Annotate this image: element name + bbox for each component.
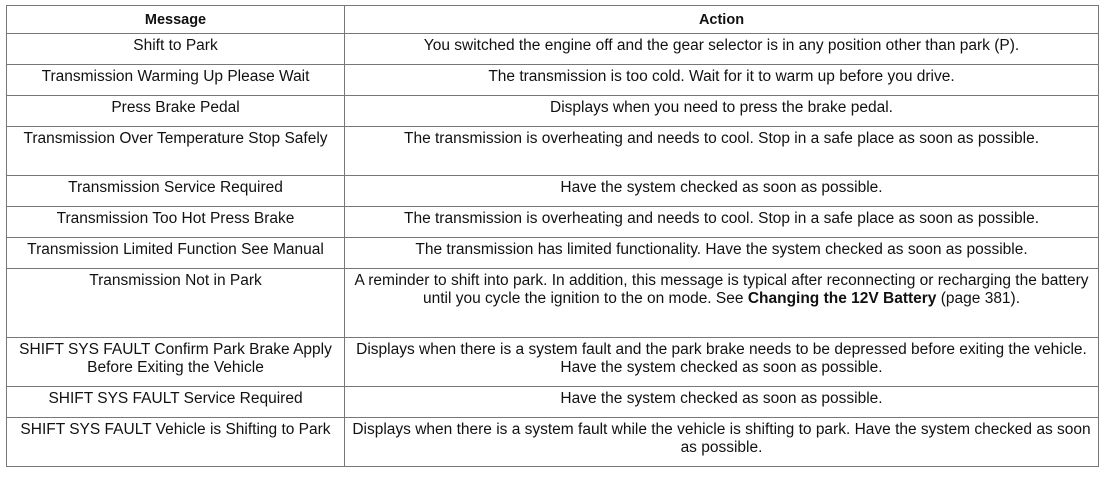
table-row	[7, 418, 1099, 467]
cross-reference-link[interactable]: Changing the 12V Battery	[747, 290, 937, 307]
message-cell: Transmission Not in Park	[7, 269, 345, 338]
table-header-row	[7, 6, 1099, 34]
action-cell: Displays when there is a system fault and the park brake needs to be depressed before exiting the vehicle. Have the system checked as soon as possible.	[345, 338, 1099, 387]
action-text: A reminder to shift into park. In addition, this message is typical after reconnecting or recharging the battery until you cycle the ignition to the on mode. See	[354, 272, 1089, 307]
action-text-page: (page 381).	[936, 290, 1021, 307]
header-action: Action	[345, 6, 1099, 34]
action-cell: The transmission is too cold. Wait for it to warm up before you drive.	[345, 65, 1099, 96]
action-cell: Have the system checked as soon as possible.	[345, 387, 1099, 418]
transmission-message-table	[6, 5, 1099, 467]
table-row	[7, 34, 1099, 65]
action-cell: Displays when there is a system fault while the vehicle is shifting to park. Have the system checked as soon as possible.	[345, 418, 1099, 467]
table-row	[7, 238, 1099, 269]
table-row	[7, 207, 1099, 238]
table-row	[7, 338, 1099, 387]
action-cell: Displays when you need to press the brake pedal.	[345, 96, 1099, 127]
table-row	[7, 269, 1099, 338]
action-cell: The transmission has limited functionality. Have the system checked as soon as possible.	[345, 238, 1099, 269]
message-cell: Transmission Warming Up Please Wait	[7, 65, 345, 96]
message-cell: SHIFT SYS FAULT Confirm Park Brake Apply Before Exiting the Vehicle	[7, 338, 345, 387]
message-table-container	[6, 5, 1098, 467]
message-cell: Transmission Too Hot Press Brake	[7, 207, 345, 238]
message-cell: Press Brake Pedal	[7, 96, 345, 127]
table-row	[7, 127, 1099, 176]
header-message: Message	[7, 6, 345, 34]
table-row	[7, 387, 1099, 418]
table-row	[7, 65, 1099, 96]
message-cell: Transmission Over Temperature Stop Safely	[7, 127, 345, 176]
table-row	[7, 176, 1099, 207]
table-row	[7, 96, 1099, 127]
message-cell: SHIFT SYS FAULT Vehicle is Shifting to Park	[7, 418, 345, 467]
message-cell: Shift to Park	[7, 34, 345, 65]
action-cell: Have the system checked as soon as possible.	[345, 176, 1099, 207]
action-cell: The transmission is overheating and needs to cool. Stop in a safe place as soon as possible.	[345, 207, 1099, 238]
message-cell: SHIFT SYS FAULT Service Required	[7, 387, 345, 418]
action-cell	[345, 269, 1099, 338]
message-cell: Transmission Service Required	[7, 176, 345, 207]
action-cell: You switched the engine off and the gear selector is in any position other than park (P).	[345, 34, 1099, 65]
message-cell: Transmission Limited Function See Manual	[7, 238, 345, 269]
action-cell: The transmission is overheating and needs to cool. Stop in a safe place as soon as possible.	[345, 127, 1099, 176]
